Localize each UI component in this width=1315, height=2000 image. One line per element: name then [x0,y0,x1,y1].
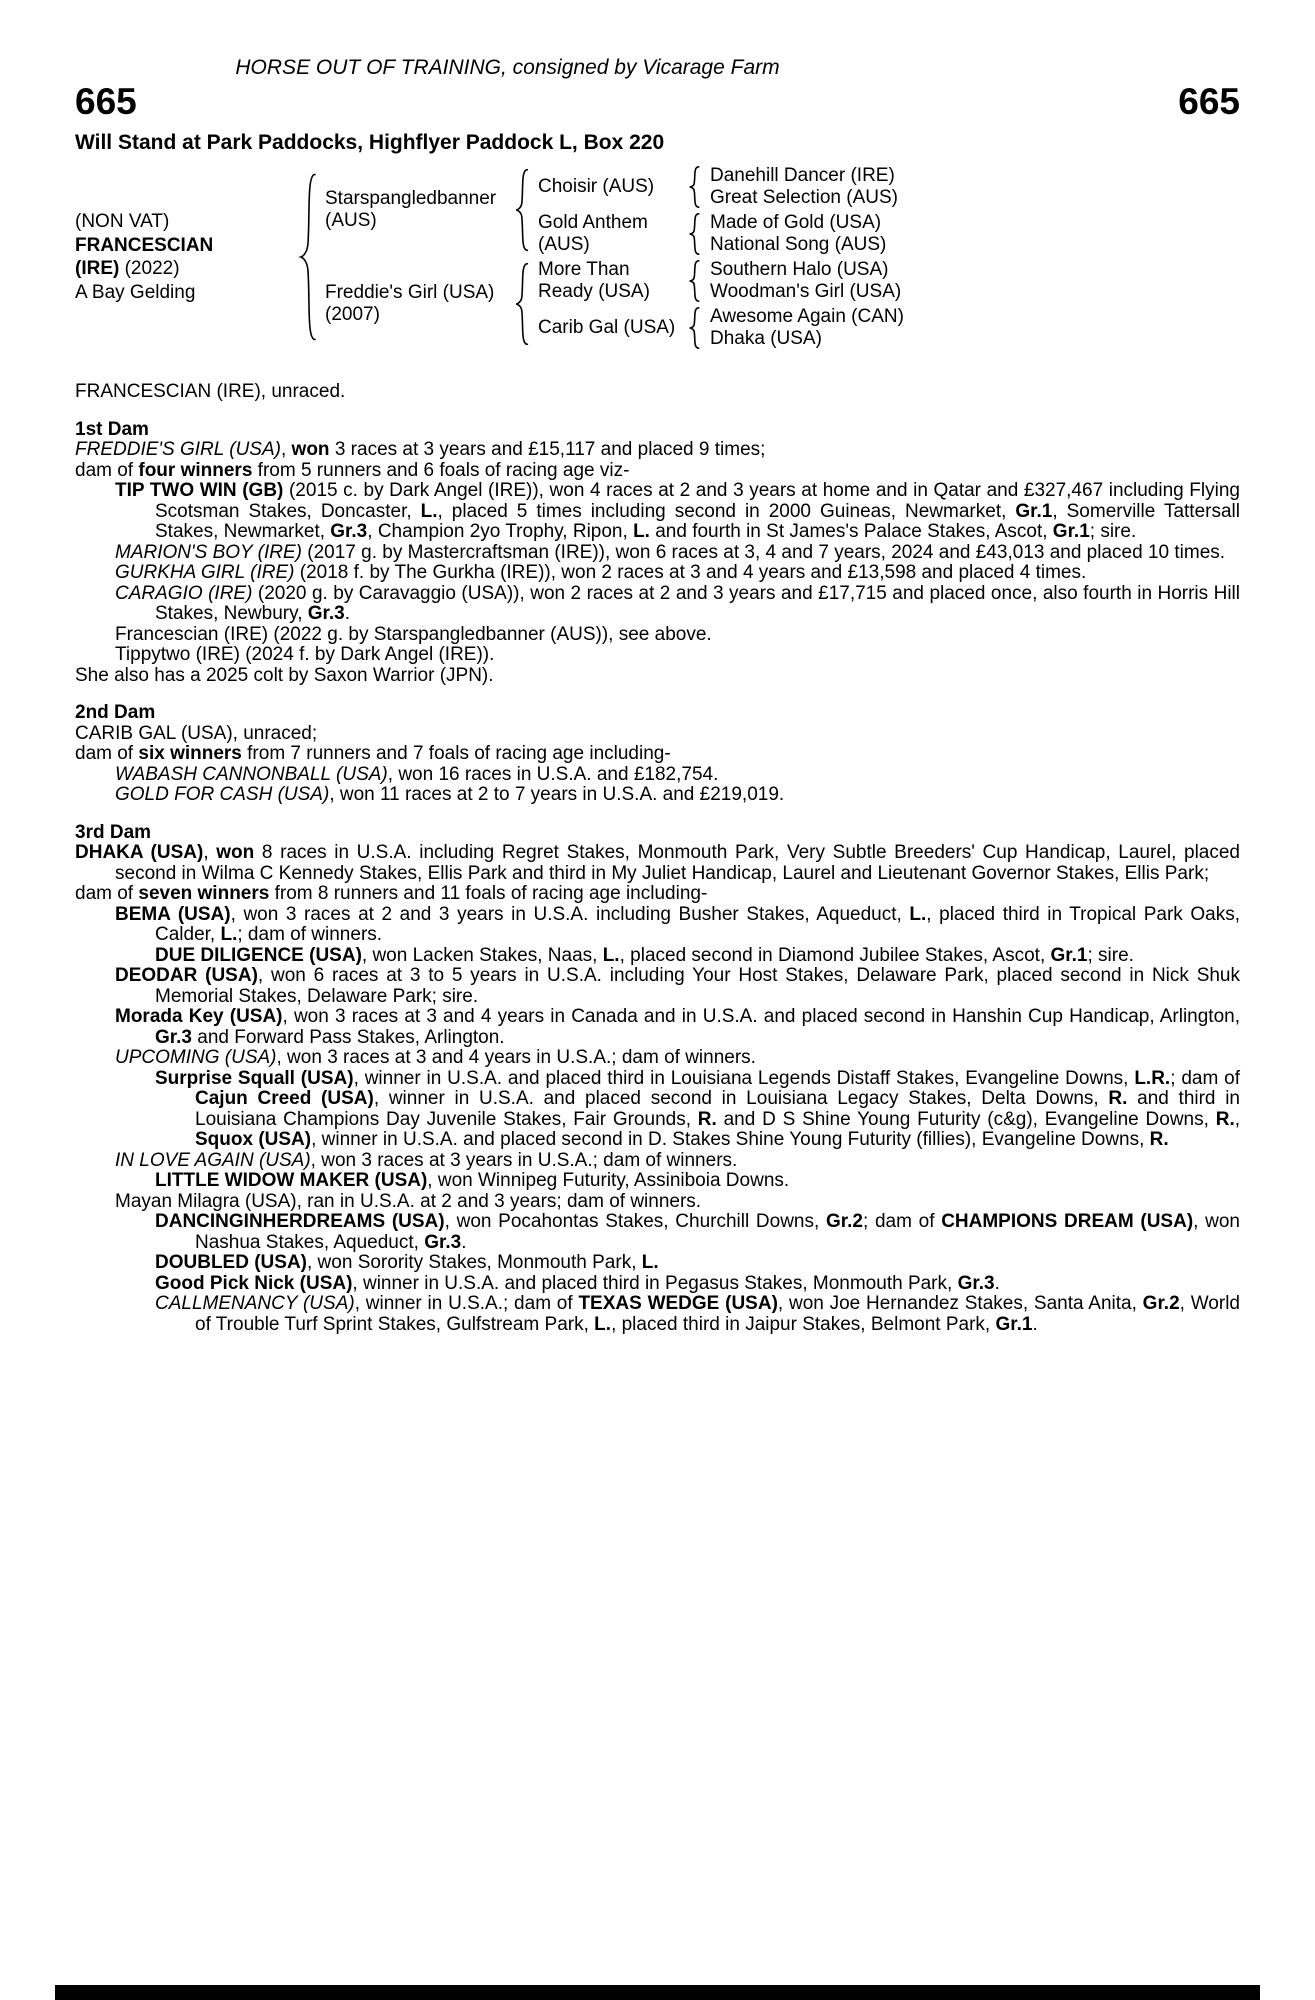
brace-icon [513,168,529,252]
pedigree-entry: MARION'S BOY (IRE) (2017 g. by Mastercraftsman (IRE)), won 6 races at 3, 4 and 7 years, 2024 and £43,013 and placed 10 times. [115,541,1226,563]
pedigree-entry: dam of six winners from 7 runners and 7 foals of racing age including- [75,743,671,764]
brace-icon [297,171,317,343]
pedigree-ancestor: Great Selection (AUS) [710,186,898,208]
sire-branch [317,163,1240,257]
pedigree-ancestor: Choisir (AUS) [538,175,655,197]
horse-description: A Bay Gelding [75,281,196,303]
pedigree-entry: DHAKA (USA), won 8 races in U.S.A. including Regret Stakes, Monmouth Park, Very Subtle Breeders' Cup Handicap, Laurel, placed second in Wilma C Kennedy Stakes, Ellis Park and third in My Juliet Handicap, Laurel and Lieutenant Governor Stakes, Ellis Park; [75,842,1241,884]
pedigree-entry: CARIB GAL (USA), unraced; [75,722,318,744]
pedigree-ancestor: Southern Halo (USA) [710,258,889,280]
brace-icon [687,166,700,208]
pedigree-entry: She also has a 2025 colt by Saxon Warrior (JPN). [75,664,494,686]
pedigree-entry: UPCOMING (USA), won 3 races at 3 and 4 years in U.S.A.; dam of winners. [115,1047,756,1068]
pedigree-entry: DUE DILIGENCE (USA), won Lacken Stakes, Naas, L., placed second in Diamond Jubilee Stakes, Ascot, Gr.1; sire. [155,944,1134,966]
pedigree-entry: FREDDIE'S GIRL (USA), won 3 races at 3 years and £15,117 and placed 9 times; [75,439,766,460]
dam-section-heading: 2nd Dam [75,702,156,723]
granddam-branch [529,210,1240,257]
pedigree-entry: CALLMENANCY (USA), winner in U.S.A.; dam of TEXAS WEDGE (USA), won Joe Hernandez Stakes, Santa Anita, Gr.2, World of Trouble Turf Sprint Stakes, Gulfstream Park, L., placed third in Jaipur Stakes, Belmont Park, Gr.1. [155,1293,1240,1335]
pedigree-entry: CARAGIO (IRE) (2020 g. by Caravaggio (USA)), won 2 races at 2 and 3 years and £17,715 and placed once, also fourth in Horris Hill Stakes, Newbury, Gr.3. [115,582,1240,624]
lot-number-left: 665 [75,81,137,122]
stand-location-line: Will Stand at Park Paddocks, Highflyer Paddock L, Box 220 [75,131,665,154]
brace-icon [687,260,700,302]
second-dam-branch [529,304,1240,351]
pedigree-entry: GURKHA GIRL (IRE) (2018 f. by The Gurkha (IRE)), won 2 races at 3 and 4 years and £13,598 and placed 4 times. [115,562,1087,583]
pedigree-ancestor: Dhaka (USA) [710,327,822,349]
dam-branch [317,257,1240,351]
pedigree-entry: Mayan Milagra (USA), ran in U.S.A. at 2 and 3 years; dam of winners. [115,1190,702,1212]
pedigree-entry: DANCINGINHERDREAMS (USA), won Pocahontas Stakes, Churchill Downs, Gr.2; dam of CHAMPIONS DREAM (USA), won Nashua Stakes, Aqueduct, Gr.3. [155,1211,1240,1253]
dam-section-heading: 1st Dam [75,418,149,440]
brace-icon [687,307,700,349]
pedigree-entry: GOLD FOR CASH (USA), won 11 races at 2 to 7 years in U.S.A. and £219,019. [115,784,785,805]
horse-suffix: (IRE) [75,258,120,279]
catalogue-body [75,382,1240,1335]
pedigree-entry: dam of seven winners from 8 runners and 11 foals of racing age including- [75,883,708,904]
pedigree-generations [317,163,1240,351]
lot-number-right: 665 [1178,81,1240,122]
dam-section-heading: 3rd Dam [75,821,152,843]
pedigree-entry: BEMA (USA), won 3 races at 2 and 3 years in U.S.A. including Busher Stakes, Aqueduct, L., placed third in Tropical Park Oaks, Calder, L.; dam of winners. [115,903,1240,945]
pedigree-entry: Francescian (IRE) (2022 g. by Starspangledbanner (AUS)), see above. [115,623,712,645]
horse-info [75,210,297,304]
pedigree-entry: Good Pick Nick (USA), winner in U.S.A. and placed third in Pegasus Stakes, Monmouth Park, Gr.3. [155,1272,1000,1294]
pedigree-entry: LITTLE WIDOW MAKER (USA), won Winnipeg Futurity, Assiniboia Downs. [155,1170,790,1191]
pedigree-ancestor: Woodman's Girl (USA) [710,280,902,302]
pedigree-entry: TIP TWO WIN (GB) (2015 c. by Dark Angel (IRE)), won 4 races at 2 and 3 years at home and in Qatar and £327,467 including Flying Scotsman Stakes, Doncaster, L., placed 5 times including second in 2000 Guineas, Newmarket, Gr.1, Somerville Tattersall Stakes, Newmarket, Gr.3, Champion 2yo Trophy, Ripon, L. and fourth in St James's Palace Stakes, Ascot, Gr.1; sire. [115,480,1240,542]
pedigree-ancestor: Made of Gold (USA) [710,211,882,233]
pedigree-ancestor: More Than Ready (USA) [538,258,650,302]
pedigree-entry: Tippytwo (IRE) (2024 f. by Dark Angel (IRE)). [115,644,495,665]
pedigree-tree [75,163,1240,351]
grandsire-branch [529,163,1240,210]
pedigree-entry: Surprise Squall (USA), winner in U.S.A. and placed third in Louisiana Legends Distaff Stakes, Evangeline Downs, L.R.; dam of Cajun Creed (USA), winner in U.S.A. and placed second in Louisiana Legacy Stakes, Delta Downs, R. and third in Louisiana Champions Day Juvenile Stakes, Fair Grounds, R. and D S Shine Young Futurity (c&g), Evangeline Downs, R., Squox (USA), winner in U.S.A. and placed second in D. Stakes Shine Young Futurity (fillies), Evangeline Downs, R. [155,1067,1240,1150]
consignment-header: HORSE OUT OF TRAINING, consigned by Vicarage Farm [235,56,780,79]
horse-name-suffix [75,257,297,281]
pedigree-entry: DOUBLED (USA), won Sorority Stakes, Monmouth Park, L. [155,1252,659,1273]
brace-icon [687,213,700,255]
pedigree-ancestor: Awesome Again (CAN) [710,305,904,327]
pedigree-entry: WABASH CANNONBALL (USA), won 16 races in U.S.A. and £182,754. [115,763,719,785]
sire-name: Starspangledbanner (AUS) [325,188,497,231]
lot-number-row [75,82,1240,122]
pedigree-entry: Morada Key (USA), won 3 races at 3 and 4 years in Canada and in U.S.A. and placed second in Hanshin Cup Handicap, Arlington, Gr.3 and Forward Pass Stakes, Arlington. [115,1006,1240,1048]
pedigree-entry: dam of four winners from 5 runners and 6 foals of racing age viz- [75,459,630,481]
brace-icon [513,262,529,346]
horse-year: (2022) [119,258,180,279]
pedigree-entry: DEODAR (USA), won 6 races at 3 to 5 years in U.S.A. including Your Host Stakes, Delaware Park, placed second in Nick Shuk Memorial Stakes, Delaware Park; sire. [115,965,1240,1007]
damsire-branch [529,257,1240,304]
pedigree-ancestor: Danehill Dancer (IRE) [710,164,895,186]
pedigree-ancestor: National Song (AUS) [710,233,887,255]
vat-status: (NON VAT) [75,211,170,232]
pedigree-ancestor: Gold Anthem (AUS) [538,211,648,255]
dam-name: Freddie's Girl (USA) (2007) [325,282,495,325]
pedigree-ancestor: Carib Gal (USA) [538,316,676,338]
footer-bar [55,1985,1260,2000]
unraced-line: FRANCESCIAN (IRE), unraced. [75,381,346,402]
horse-name: FRANCESCIAN [75,234,214,256]
pedigree-entry: IN LOVE AGAIN (USA), won 3 races at 3 years in U.S.A.; dam of winners. [115,1149,738,1171]
